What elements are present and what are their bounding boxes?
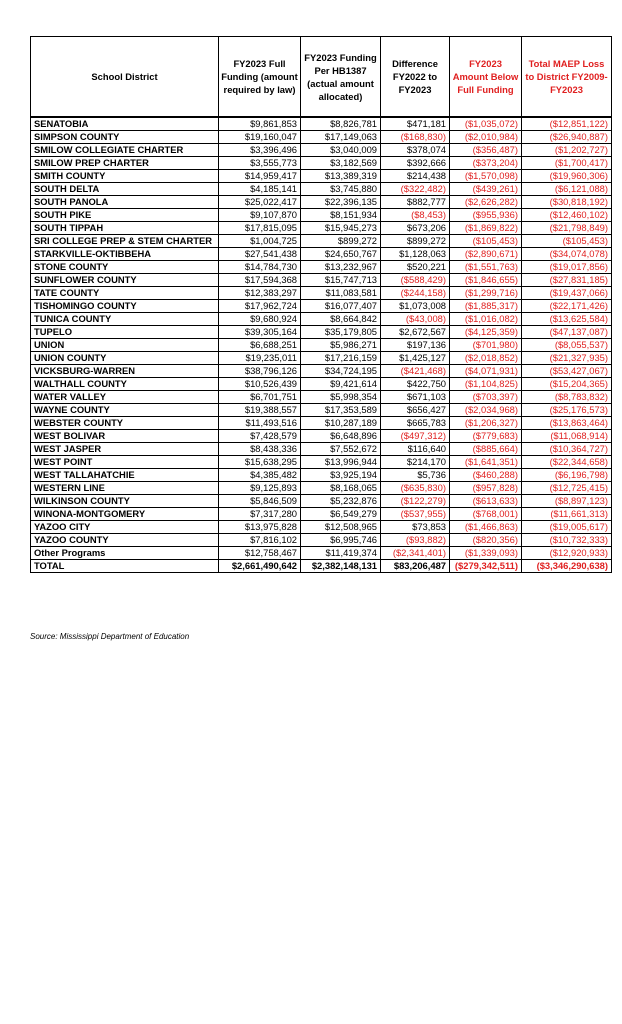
amount-below-cell: ($2,010,984) [450, 131, 522, 144]
difference-cell: ($497,312) [381, 430, 450, 443]
full-funding-cell: $6,688,251 [219, 339, 301, 352]
hb1387-funding-cell: $3,925,194 [301, 469, 381, 482]
table-row [31, 547, 612, 560]
district-cell: YAZOO CITY [31, 521, 219, 534]
difference-cell: $214,438 [381, 170, 450, 183]
total-loss-cell: ($47,137,087) [522, 326, 612, 339]
total-loss-cell: ($8,897,123) [522, 495, 612, 508]
full-funding-cell: $4,185,141 [219, 183, 301, 196]
district-cell: WESTERN LINE [31, 482, 219, 495]
table-row [31, 248, 612, 261]
table-row [31, 274, 612, 287]
district-cell: Other Programs [31, 547, 219, 560]
difference-cell: $378,074 [381, 144, 450, 157]
difference-cell: $116,640 [381, 443, 450, 456]
full-funding-cell: $17,594,368 [219, 274, 301, 287]
hb1387-funding-cell: $15,945,273 [301, 222, 381, 235]
table-row [31, 508, 612, 521]
total-loss-cell: ($8,055,537) [522, 339, 612, 352]
table-row [31, 417, 612, 430]
table-row [31, 170, 612, 183]
district-cell: SRI COLLEGE PREP & STEM CHARTER [31, 235, 219, 248]
table-row [31, 456, 612, 469]
amount-below-cell: ($4,071,931) [450, 365, 522, 378]
district-cell: WEST POINT [31, 456, 219, 469]
total-loss-cell: ($12,725,415) [522, 482, 612, 495]
district-cell: TUNICA COUNTY [31, 313, 219, 326]
total-loss-cell: ($34,074,078) [522, 248, 612, 261]
full-funding-cell: $14,784,730 [219, 261, 301, 274]
amount-below-cell: ($779,683) [450, 430, 522, 443]
table-row [31, 495, 612, 508]
total-loss-cell: ($3,346,290,638) [522, 560, 612, 573]
amount-below-cell: ($1,104,825) [450, 378, 522, 391]
table-row [31, 326, 612, 339]
table-row [31, 235, 612, 248]
difference-cell: ($122,279) [381, 495, 450, 508]
district-cell: SUNFLOWER COUNTY [31, 274, 219, 287]
full-funding-cell: $9,861,853 [219, 117, 301, 131]
amount-below-cell: ($356,487) [450, 144, 522, 157]
difference-cell: $422,750 [381, 378, 450, 391]
hb1387-funding-cell: $11,083,581 [301, 287, 381, 300]
table-row [31, 534, 612, 547]
table-row [31, 196, 612, 209]
full-funding-cell: $7,428,579 [219, 430, 301, 443]
difference-cell: $1,073,008 [381, 300, 450, 313]
district-cell: WATER VALLEY [31, 391, 219, 404]
difference-cell: $1,128,063 [381, 248, 450, 261]
total-loss-cell: ($19,005,617) [522, 521, 612, 534]
hb1387-funding-cell: $2,382,148,131 [301, 560, 381, 573]
header-school-district: School District [31, 37, 219, 118]
table-row [31, 300, 612, 313]
table-row [31, 222, 612, 235]
hb1387-funding-cell: $15,747,713 [301, 274, 381, 287]
full-funding-cell: $38,796,126 [219, 365, 301, 378]
difference-cell: ($588,429) [381, 274, 450, 287]
header-total-loss: Total MAEP Loss to District FY2009-FY2023 [522, 37, 612, 118]
difference-cell: ($2,341,401) [381, 547, 450, 560]
full-funding-cell: $7,816,102 [219, 534, 301, 547]
amount-below-cell: ($2,018,852) [450, 352, 522, 365]
total-loss-cell: ($13,863,464) [522, 417, 612, 430]
amount-below-cell: ($1,035,072) [450, 117, 522, 131]
total-loss-cell: ($1,202,727) [522, 144, 612, 157]
amount-below-cell: ($820,356) [450, 534, 522, 547]
difference-cell: ($8,453) [381, 209, 450, 222]
amount-below-cell: ($1,641,351) [450, 456, 522, 469]
district-cell: UNION COUNTY [31, 352, 219, 365]
amount-below-cell: ($1,551,763) [450, 261, 522, 274]
difference-cell: $2,672,567 [381, 326, 450, 339]
district-cell: WAYNE COUNTY [31, 404, 219, 417]
full-funding-cell: $9,107,870 [219, 209, 301, 222]
amount-below-cell: ($1,869,822) [450, 222, 522, 235]
district-cell: SOUTH PIKE [31, 209, 219, 222]
full-funding-cell: $19,388,557 [219, 404, 301, 417]
total-loss-cell: ($22,344,658) [522, 456, 612, 469]
amount-below-cell: ($439,261) [450, 183, 522, 196]
full-funding-cell: $7,317,280 [219, 508, 301, 521]
hb1387-funding-cell: $8,168,065 [301, 482, 381, 495]
full-funding-cell: $5,846,509 [219, 495, 301, 508]
amount-below-cell: ($701,980) [450, 339, 522, 352]
amount-below-cell: ($105,453) [450, 235, 522, 248]
amount-below-cell: ($613,633) [450, 495, 522, 508]
amount-below-cell: ($768,001) [450, 508, 522, 521]
district-cell: UNION [31, 339, 219, 352]
total-loss-cell: ($1,700,417) [522, 157, 612, 170]
district-cell: YAZOO COUNTY [31, 534, 219, 547]
table-row [31, 378, 612, 391]
district-cell: WALTHALL COUNTY [31, 378, 219, 391]
table-row [31, 404, 612, 417]
table-row [31, 287, 612, 300]
full-funding-cell: $1,004,725 [219, 235, 301, 248]
difference-cell: $392,666 [381, 157, 450, 170]
district-cell: TUPELO [31, 326, 219, 339]
full-funding-cell: $11,493,516 [219, 417, 301, 430]
hb1387-funding-cell: $8,664,842 [301, 313, 381, 326]
full-funding-cell: $4,385,482 [219, 469, 301, 482]
full-funding-cell: $12,758,467 [219, 547, 301, 560]
hb1387-funding-cell: $17,353,589 [301, 404, 381, 417]
full-funding-cell: $2,661,490,642 [219, 560, 301, 573]
full-funding-cell: $15,638,295 [219, 456, 301, 469]
district-cell: WEBSTER COUNTY [31, 417, 219, 430]
table-body [31, 117, 612, 573]
amount-below-cell: ($885,664) [450, 443, 522, 456]
amount-below-cell: ($373,204) [450, 157, 522, 170]
hb1387-funding-cell: $24,650,767 [301, 248, 381, 261]
difference-cell: $899,272 [381, 235, 450, 248]
hb1387-funding-cell: $8,826,781 [301, 117, 381, 131]
difference-cell: $5,736 [381, 469, 450, 482]
difference-cell: $673,206 [381, 222, 450, 235]
total-loss-cell: ($11,068,914) [522, 430, 612, 443]
difference-cell: ($244,158) [381, 287, 450, 300]
total-loss-cell: ($12,851,122) [522, 117, 612, 131]
hb1387-funding-cell: $17,149,063 [301, 131, 381, 144]
table-row [31, 365, 612, 378]
full-funding-cell: $25,022,417 [219, 196, 301, 209]
hb1387-funding-cell: $6,549,279 [301, 508, 381, 521]
header-full-funding: FY2023 Full Funding (amount required by law) [219, 37, 301, 118]
district-cell: SMILOW PREP CHARTER [31, 157, 219, 170]
hb1387-funding-cell: $8,151,934 [301, 209, 381, 222]
district-cell: TISHOMINGO COUNTY [31, 300, 219, 313]
total-loss-cell: ($19,960,306) [522, 170, 612, 183]
difference-cell: $656,427 [381, 404, 450, 417]
amount-below-cell: ($2,626,282) [450, 196, 522, 209]
district-cell: SIMPSON COUNTY [31, 131, 219, 144]
amount-below-cell: ($1,206,327) [450, 417, 522, 430]
amount-below-cell: ($1,466,863) [450, 521, 522, 534]
table-row [31, 261, 612, 274]
hb1387-funding-cell: $35,179,805 [301, 326, 381, 339]
total-loss-cell: ($6,121,088) [522, 183, 612, 196]
amount-below-cell: ($1,885,317) [450, 300, 522, 313]
full-funding-cell: $14,959,417 [219, 170, 301, 183]
difference-cell: $1,425,127 [381, 352, 450, 365]
table-row [31, 391, 612, 404]
source-note: Source: Mississippi Department of Education [30, 632, 190, 641]
table-row [31, 430, 612, 443]
total-row [31, 560, 612, 573]
hb1387-funding-cell: $11,419,374 [301, 547, 381, 560]
difference-cell: ($168,830) [381, 131, 450, 144]
total-loss-cell: ($10,364,727) [522, 443, 612, 456]
full-funding-cell: $6,701,751 [219, 391, 301, 404]
total-loss-cell: ($53,427,067) [522, 365, 612, 378]
difference-cell: ($322,482) [381, 183, 450, 196]
district-cell: STARKVILLE-OKTIBBEHA [31, 248, 219, 261]
difference-cell: $882,777 [381, 196, 450, 209]
full-funding-cell: $9,680,924 [219, 313, 301, 326]
table-header [31, 37, 612, 118]
district-cell: WEST BOLIVAR [31, 430, 219, 443]
amount-below-cell: ($4,125,359) [450, 326, 522, 339]
table-row [31, 144, 612, 157]
amount-below-cell: ($703,397) [450, 391, 522, 404]
difference-cell: $73,853 [381, 521, 450, 534]
hb1387-funding-cell: $899,272 [301, 235, 381, 248]
difference-cell: $471,181 [381, 117, 450, 131]
district-cell: SOUTH PANOLA [31, 196, 219, 209]
difference-cell: ($537,955) [381, 508, 450, 521]
hb1387-funding-cell: $3,040,009 [301, 144, 381, 157]
difference-cell: $671,103 [381, 391, 450, 404]
full-funding-cell: $13,975,828 [219, 521, 301, 534]
district-cell: TOTAL [31, 560, 219, 573]
table-row [31, 209, 612, 222]
table-row [31, 482, 612, 495]
full-funding-cell: $17,962,724 [219, 300, 301, 313]
table-row [31, 352, 612, 365]
difference-cell: ($93,882) [381, 534, 450, 547]
total-loss-cell: ($19,437,066) [522, 287, 612, 300]
funding-table [30, 36, 612, 573]
header-amount-below: FY2023 Amount Below Full Funding [450, 37, 522, 118]
total-loss-cell: ($22,171,426) [522, 300, 612, 313]
header-funding-hb1387: FY2023 Funding Per HB1387 (actual amount allocated) [301, 37, 381, 118]
district-cell: WINONA-MONTGOMERY [31, 508, 219, 521]
table-row [31, 521, 612, 534]
header-difference: Difference FY2022 to FY2023 [381, 37, 450, 118]
difference-cell: $520,221 [381, 261, 450, 274]
hb1387-funding-cell: $13,996,944 [301, 456, 381, 469]
hb1387-funding-cell: $6,648,896 [301, 430, 381, 443]
total-loss-cell: ($6,196,798) [522, 469, 612, 482]
hb1387-funding-cell: $3,745,880 [301, 183, 381, 196]
full-funding-cell: $17,815,095 [219, 222, 301, 235]
amount-below-cell: ($2,890,671) [450, 248, 522, 261]
table-row [31, 183, 612, 196]
hb1387-funding-cell: $6,995,746 [301, 534, 381, 547]
difference-cell: $214,170 [381, 456, 450, 469]
hb1387-funding-cell: $9,421,614 [301, 378, 381, 391]
hb1387-funding-cell: $22,396,135 [301, 196, 381, 209]
amount-below-cell: ($957,828) [450, 482, 522, 495]
district-cell: TATE COUNTY [31, 287, 219, 300]
amount-below-cell: ($279,342,511) [450, 560, 522, 573]
full-funding-cell: $39,305,164 [219, 326, 301, 339]
total-loss-cell: ($12,920,933) [522, 547, 612, 560]
hb1387-funding-cell: $34,724,195 [301, 365, 381, 378]
full-funding-cell: $9,125,893 [219, 482, 301, 495]
amount-below-cell: ($1,016,082) [450, 313, 522, 326]
amount-below-cell: ($2,034,968) [450, 404, 522, 417]
table-row [31, 117, 612, 131]
district-cell: SOUTH DELTA [31, 183, 219, 196]
hb1387-funding-cell: $10,287,189 [301, 417, 381, 430]
district-cell: WEST TALLAHATCHIE [31, 469, 219, 482]
total-loss-cell: ($21,798,849) [522, 222, 612, 235]
amount-below-cell: ($1,299,716) [450, 287, 522, 300]
hb1387-funding-cell: $5,232,876 [301, 495, 381, 508]
full-funding-cell: $8,438,336 [219, 443, 301, 456]
amount-below-cell: ($460,288) [450, 469, 522, 482]
total-loss-cell: ($21,327,935) [522, 352, 612, 365]
hb1387-funding-cell: $16,077,407 [301, 300, 381, 313]
table-row [31, 469, 612, 482]
hb1387-funding-cell: $5,986,271 [301, 339, 381, 352]
table-row [31, 443, 612, 456]
hb1387-funding-cell: $3,182,569 [301, 157, 381, 170]
amount-below-cell: ($1,339,093) [450, 547, 522, 560]
amount-below-cell: ($1,570,098) [450, 170, 522, 183]
difference-cell: ($421,468) [381, 365, 450, 378]
full-funding-cell: $3,555,773 [219, 157, 301, 170]
hb1387-funding-cell: $7,552,672 [301, 443, 381, 456]
total-loss-cell: ($27,831,185) [522, 274, 612, 287]
total-loss-cell: ($15,204,365) [522, 378, 612, 391]
total-loss-cell: ($26,940,887) [522, 131, 612, 144]
table-row [31, 313, 612, 326]
total-loss-cell: ($19,017,856) [522, 261, 612, 274]
difference-cell: ($43,008) [381, 313, 450, 326]
full-funding-cell: $12,383,297 [219, 287, 301, 300]
difference-cell: $197,136 [381, 339, 450, 352]
difference-cell: ($635,830) [381, 482, 450, 495]
full-funding-cell: $19,160,047 [219, 131, 301, 144]
table-row [31, 131, 612, 144]
total-loss-cell: ($10,732,333) [522, 534, 612, 547]
table-row [31, 339, 612, 352]
full-funding-cell: $3,396,496 [219, 144, 301, 157]
hb1387-funding-cell: $12,508,965 [301, 521, 381, 534]
total-loss-cell: ($8,783,832) [522, 391, 612, 404]
district-cell: STONE COUNTY [31, 261, 219, 274]
full-funding-cell: $19,235,011 [219, 352, 301, 365]
table-row [31, 157, 612, 170]
total-loss-cell: ($12,460,102) [522, 209, 612, 222]
total-loss-cell: ($105,453) [522, 235, 612, 248]
hb1387-funding-cell: $13,232,967 [301, 261, 381, 274]
hb1387-funding-cell: $17,216,159 [301, 352, 381, 365]
hb1387-funding-cell: $5,998,354 [301, 391, 381, 404]
amount-below-cell: ($1,846,655) [450, 274, 522, 287]
district-cell: SENATOBIA [31, 117, 219, 131]
district-cell: SMITH COUNTY [31, 170, 219, 183]
district-cell: VICKSBURG-WARREN [31, 365, 219, 378]
total-loss-cell: ($11,661,313) [522, 508, 612, 521]
difference-cell: $83,206,487 [381, 560, 450, 573]
total-loss-cell: ($25,176,573) [522, 404, 612, 417]
full-funding-cell: $10,526,439 [219, 378, 301, 391]
difference-cell: $665,783 [381, 417, 450, 430]
amount-below-cell: ($955,936) [450, 209, 522, 222]
hb1387-funding-cell: $13,389,319 [301, 170, 381, 183]
district-cell: WEST JASPER [31, 443, 219, 456]
district-cell: WILKINSON COUNTY [31, 495, 219, 508]
total-loss-cell: ($30,818,192) [522, 196, 612, 209]
district-cell: SMILOW COLLEGIATE CHARTER [31, 144, 219, 157]
full-funding-cell: $27,541,438 [219, 248, 301, 261]
total-loss-cell: ($13,625,584) [522, 313, 612, 326]
district-cell: SOUTH TIPPAH [31, 222, 219, 235]
